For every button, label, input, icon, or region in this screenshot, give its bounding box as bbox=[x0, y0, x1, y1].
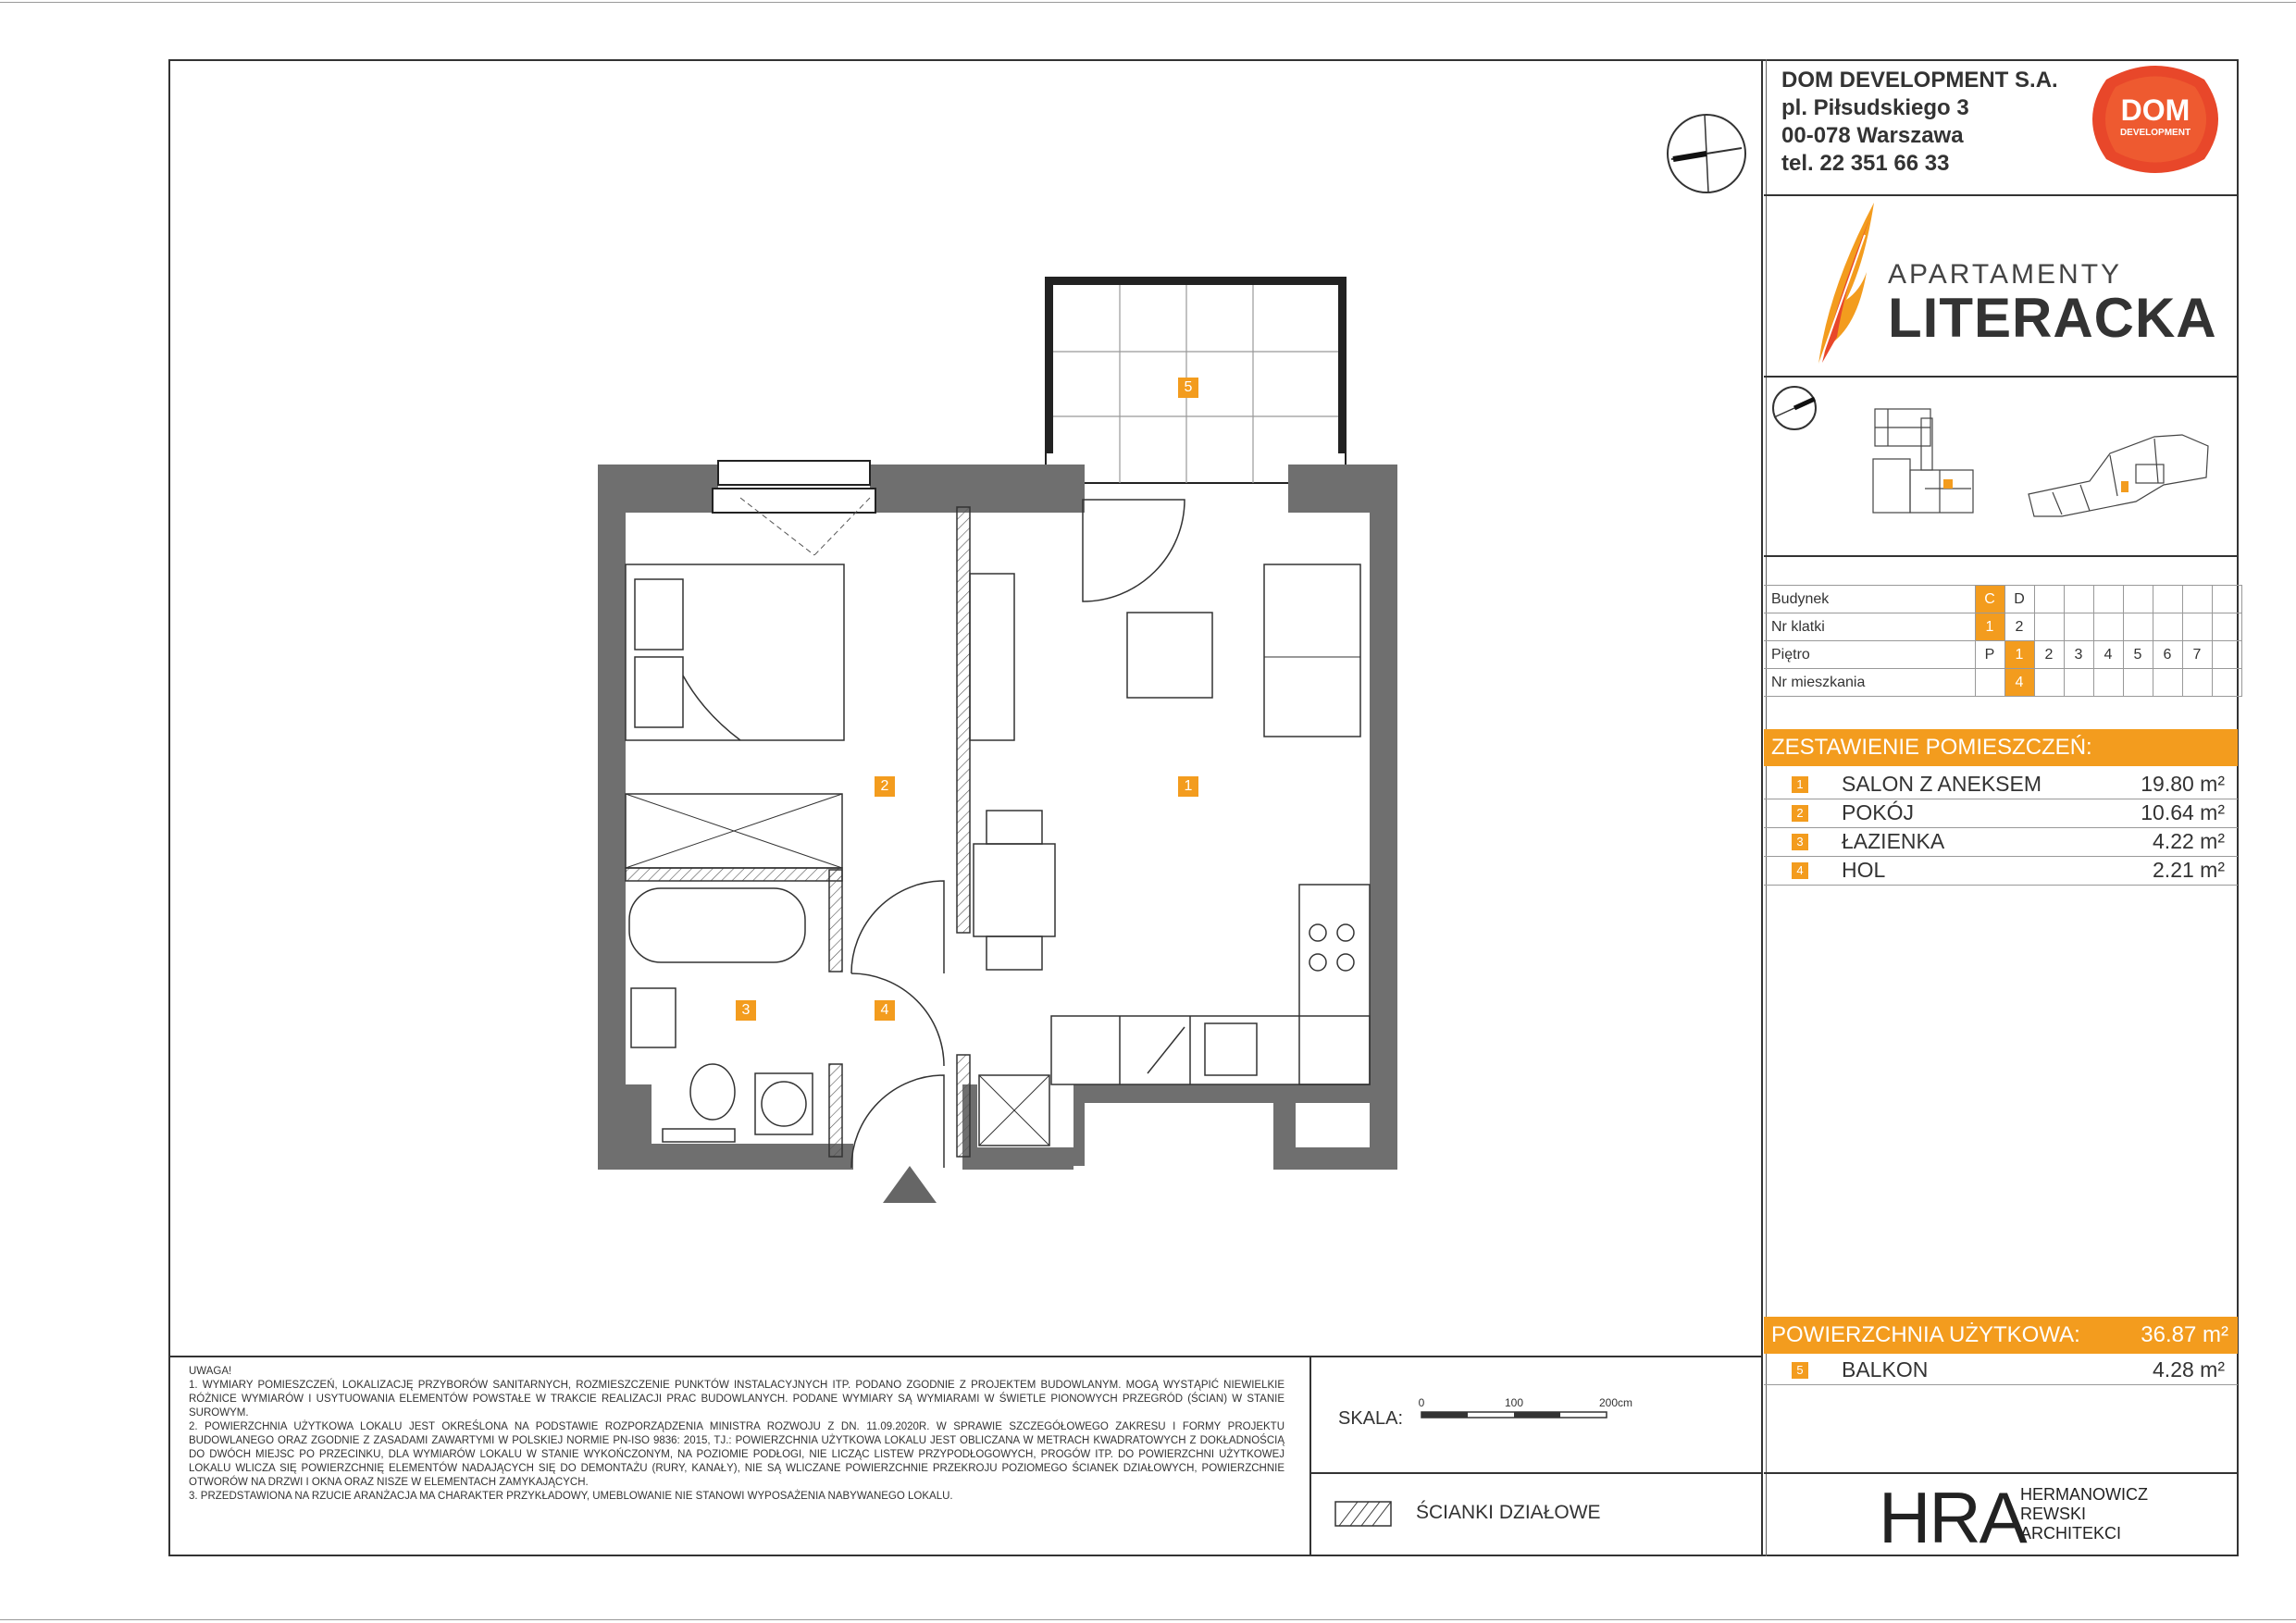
info-cell bbox=[1975, 669, 2004, 697]
rooms-header bbox=[1764, 729, 2238, 766]
usable-area-bar bbox=[1764, 1317, 2238, 1354]
washing-machine bbox=[755, 1073, 813, 1134]
sep-2 bbox=[1764, 376, 2239, 378]
window bbox=[713, 461, 875, 555]
balcony-row bbox=[1764, 1356, 2238, 1385]
door-bathroom bbox=[851, 973, 944, 1066]
apartment-info-table bbox=[1764, 585, 2242, 697]
info-cell bbox=[2123, 669, 2153, 697]
sep-1 bbox=[1764, 194, 2239, 196]
info-cell: P bbox=[1975, 641, 2004, 669]
compass-icon bbox=[1664, 111, 1749, 196]
dom-development-logo bbox=[2088, 61, 2223, 178]
info-cell: 1 bbox=[1975, 613, 2004, 641]
building-plan-mini bbox=[1869, 405, 1977, 522]
info-row bbox=[1764, 669, 2241, 697]
note-item: 1. WYMIARY POMIESZCZEŃ, LOKALIZACJĘ PRZYBORÓW SANITARNYCH, ROZMIESZCZENIE PUNKTÓW INSTALACYJNYCH ITP. PODANO ZGODNIE Z PROJEKTEM BUDOWLANYM. MOGĄ WYSTĄPIĆ NIEWIELKIE RÓŻNICE WYMIARÓW I USYTUOWANIA ELEMENTÓW POWSTAŁE W TRAKCIE REALIZACJI PRAC BUDOWLANYCH. PODANE WYMIARY SĄ WYMIARAMI W ŚWIETLE PIONOWYCH PRZEGRÓD (ŚCIAN) W STANIE SUROWYM. bbox=[189, 1380, 1285, 1419]
room-num: 3 bbox=[1792, 834, 1808, 850]
info-cell: 5 bbox=[2123, 641, 2153, 669]
info-cell: 4 bbox=[2004, 669, 2034, 697]
usable-area-label: POWIERZCHNIA UŻYTKOWA: bbox=[1771, 1322, 2080, 1347]
architect-line: ARCHITEKCI bbox=[2020, 1524, 2122, 1542]
usable-area-value: 36.87 m² bbox=[2141, 1322, 2228, 1347]
architect-logo: HRA bbox=[1879, 1477, 2026, 1558]
dom-logo-text: DOM bbox=[2120, 93, 2191, 127]
note-item: 3. PRZEDSTAWIONA NA RZUCIE ARANŻACJA MA CHARAKTER PRZYKŁADOWY, UMEBLOWANIE NIE STANOWI WYPOSAŻENIA NABYWANEGO LOKALU. bbox=[189, 1491, 953, 1502]
info-cell bbox=[2093, 586, 2123, 613]
scale-divider bbox=[1309, 1356, 1311, 1556]
partition-wall bbox=[957, 1055, 970, 1157]
scale-tick: 200cm bbox=[1598, 1396, 1633, 1409]
company-city: 00-078 Warszawa bbox=[1781, 123, 1964, 148]
info-cell bbox=[2153, 586, 2182, 613]
company-address bbox=[1781, 67, 2058, 178]
toilet bbox=[690, 1064, 735, 1120]
sidebar-divider bbox=[1761, 59, 1763, 1556]
info-cell: 2 bbox=[2004, 613, 2034, 641]
room-name: SALON Z ANEKSEM bbox=[1842, 772, 2042, 796]
project-brand bbox=[1888, 259, 2217, 349]
info-cell bbox=[2093, 613, 2123, 641]
scale-tick: 100 bbox=[1504, 1396, 1524, 1409]
info-cell bbox=[2182, 669, 2212, 697]
partition-wall bbox=[626, 868, 842, 881]
info-cell: 2 bbox=[2034, 641, 2064, 669]
info-row bbox=[1764, 586, 2241, 613]
notes-block bbox=[189, 1365, 1285, 1504]
info-cell: 4 bbox=[2093, 641, 2123, 669]
notes-title: UWAGA! bbox=[189, 1366, 232, 1377]
armchair-table bbox=[1127, 613, 1212, 698]
project-name-big: LITERACKA bbox=[1888, 287, 2217, 349]
info-cell bbox=[2064, 586, 2093, 613]
info-cell bbox=[2182, 613, 2212, 641]
room-name: HOL bbox=[1842, 858, 1886, 882]
notes-divider bbox=[168, 1356, 1762, 1357]
info-cell bbox=[2123, 586, 2153, 613]
info-cell bbox=[2212, 641, 2241, 669]
architect-line: HERMANOWICZ bbox=[2020, 1485, 2148, 1504]
partition-wall bbox=[957, 507, 970, 933]
kitchen bbox=[1051, 885, 1370, 1084]
info-row-label: Nr klatki bbox=[1764, 613, 1975, 641]
info-row-label: Nr mieszkania bbox=[1764, 669, 1975, 697]
room-area: 4.28 m² bbox=[2153, 1357, 2225, 1381]
bottom-border bbox=[0, 1619, 2296, 1620]
plan-label-room: 2 bbox=[875, 776, 895, 797]
room-area: 10.64 m² bbox=[2141, 800, 2225, 824]
sep-4 bbox=[1764, 1472, 2239, 1474]
rooms-header-text: ZESTAWIENIE POMIESZCZEŃ: bbox=[1771, 735, 2092, 760]
info-cell: 3 bbox=[2064, 641, 2093, 669]
room-row bbox=[1764, 770, 2238, 799]
feather-logo-icon bbox=[1809, 198, 1883, 369]
company-name: DOM DEVELOPMENT S.A. bbox=[1781, 68, 2058, 93]
info-cell bbox=[2034, 669, 2064, 697]
scale-bar bbox=[1418, 1394, 1658, 1434]
info-cell: C bbox=[1975, 586, 2004, 613]
partition-wall bbox=[829, 870, 842, 972]
plan-label-balcony: 5 bbox=[1178, 378, 1198, 398]
bathtub bbox=[629, 888, 805, 962]
room-num: 4 bbox=[1792, 862, 1808, 879]
exterior-walls bbox=[598, 465, 1397, 1170]
room-area: 19.80 m² bbox=[2141, 772, 2225, 796]
info-cell: 1 bbox=[2004, 641, 2034, 669]
dining-table bbox=[974, 844, 1055, 936]
entrance-arrow-icon bbox=[883, 1166, 937, 1203]
info-cell bbox=[2064, 613, 2093, 641]
info-cell: 6 bbox=[2153, 641, 2182, 669]
info-cell bbox=[2212, 669, 2241, 697]
info-cell bbox=[2034, 586, 2064, 613]
scale-label: SKALA: bbox=[1338, 1408, 1404, 1429]
balcony-door bbox=[1083, 500, 1185, 601]
plan-label-bathroom: 3 bbox=[736, 1000, 756, 1021]
architect-name bbox=[2020, 1485, 2148, 1543]
info-cell bbox=[2123, 613, 2153, 641]
plan-label-living: 1 bbox=[1178, 776, 1198, 797]
room-name: BALKON bbox=[1842, 1357, 1929, 1381]
shelf bbox=[970, 574, 1014, 740]
info-row bbox=[1764, 641, 2241, 669]
partition-legend-icon bbox=[1334, 1501, 1392, 1527]
top-border bbox=[0, 2, 2296, 3]
room-num: 1 bbox=[1792, 776, 1808, 793]
info-row bbox=[1764, 613, 2241, 641]
info-cell bbox=[2153, 669, 2182, 697]
company-phone: tel. 22 351 66 33 bbox=[1781, 151, 1950, 176]
info-cell bbox=[2064, 669, 2093, 697]
door-room bbox=[851, 881, 944, 973]
dom-logo-subtext: DEVELOPMENT bbox=[2119, 128, 2191, 138]
room-name: POKÓJ bbox=[1842, 800, 1914, 824]
architect-line: REWSKI bbox=[2020, 1505, 2087, 1523]
room-row bbox=[1764, 799, 2238, 828]
room-num: 5 bbox=[1792, 1362, 1808, 1379]
compass-small-icon bbox=[1769, 383, 1819, 433]
info-cell: 7 bbox=[2182, 641, 2212, 669]
project-name-small: APARTAMENTY bbox=[1888, 259, 2123, 290]
room-area: 4.22 m² bbox=[2153, 829, 2225, 853]
sep-3 bbox=[1764, 555, 2239, 557]
info-cell bbox=[2212, 586, 2241, 613]
sink bbox=[631, 988, 676, 1047]
company-street: pl. Piłsudskiego 3 bbox=[1781, 95, 1969, 120]
note-item: 2. POWIERZCHNIA UŻYTKOWA LOKALU JEST OKREŚLONA NA PODSTAWIE ROZPORZĄDZENIA MINISTRA ROZWOJU Z DN. 11.09.2020R. W SPRAWIE SZCZEGÓŁOWEGO ZAKRESU I FORMY PROJEKTU BUDOWLANEGO ORAZ ZGODNIE Z ZASADAMI ZAWARTYMI W POLSKIEJ NORMIE PN-ISO 9836: 2015, TJ.: POWIERZCHNIA UŻYTKOWA LOKALU JEST OBLICZANA W METRACH KWADRATOWYCH Z DOKŁADNOŚCIĄ DO DWÓCH MIEJSC PO PRZECINKU, DLA WYMIARÓW LOKALU W STANIE WYKOŃCZONYM, NA POZIOMIE PODŁOGI, NIE LICZĄC LISTEW PRZYPODŁOGOWYCH, PROGÓW ITP. DO POWIERZCHNI UŻYTKOWEJ LOKALU WLICZA SIĘ POWIERZCHNIĘ ELEMENTÓW NADAJĄCYCH SIĘ DO DEMONTAŻU (RURY, KANAŁY), NIE SĄ WLICZANE POWIERZCHNIE PRZEKROJU POZIOMEGO ŚCIANEK DZIAŁOWYCH, POWIERZCHNIE OTWORÓW NA DRZWI I OKNA ORAZ NISZE W ELEMENTACH ZAMYKAJĄCYCH. bbox=[189, 1421, 1285, 1488]
door-entrance bbox=[851, 1075, 944, 1168]
sofa bbox=[1264, 564, 1360, 737]
info-cell bbox=[2093, 669, 2123, 697]
site-plan-mini bbox=[2025, 427, 2215, 524]
room-area: 2.21 m² bbox=[2153, 858, 2225, 882]
partition-wall bbox=[829, 1064, 842, 1157]
room-num: 2 bbox=[1792, 805, 1808, 822]
bed bbox=[626, 564, 844, 740]
scale-tick: 0 bbox=[1418, 1396, 1425, 1409]
room-name: ŁAZIENKA bbox=[1842, 829, 1945, 853]
plan-label-hall: 4 bbox=[875, 1000, 895, 1021]
legend-label: ŚCIANKI DZIAŁOWE bbox=[1416, 1502, 1601, 1523]
info-cell bbox=[2153, 613, 2182, 641]
info-row-label: Budynek bbox=[1764, 586, 1975, 613]
room-row bbox=[1764, 827, 2238, 857]
info-cell bbox=[2182, 586, 2212, 613]
info-cell bbox=[2212, 613, 2241, 641]
legend-divider bbox=[1309, 1472, 1762, 1474]
floor-plan-drawing bbox=[583, 268, 1416, 1212]
info-cell: D bbox=[2004, 586, 2034, 613]
info-row-label: Piętro bbox=[1764, 641, 1975, 669]
info-cell bbox=[2034, 613, 2064, 641]
room-row bbox=[1764, 856, 2238, 886]
